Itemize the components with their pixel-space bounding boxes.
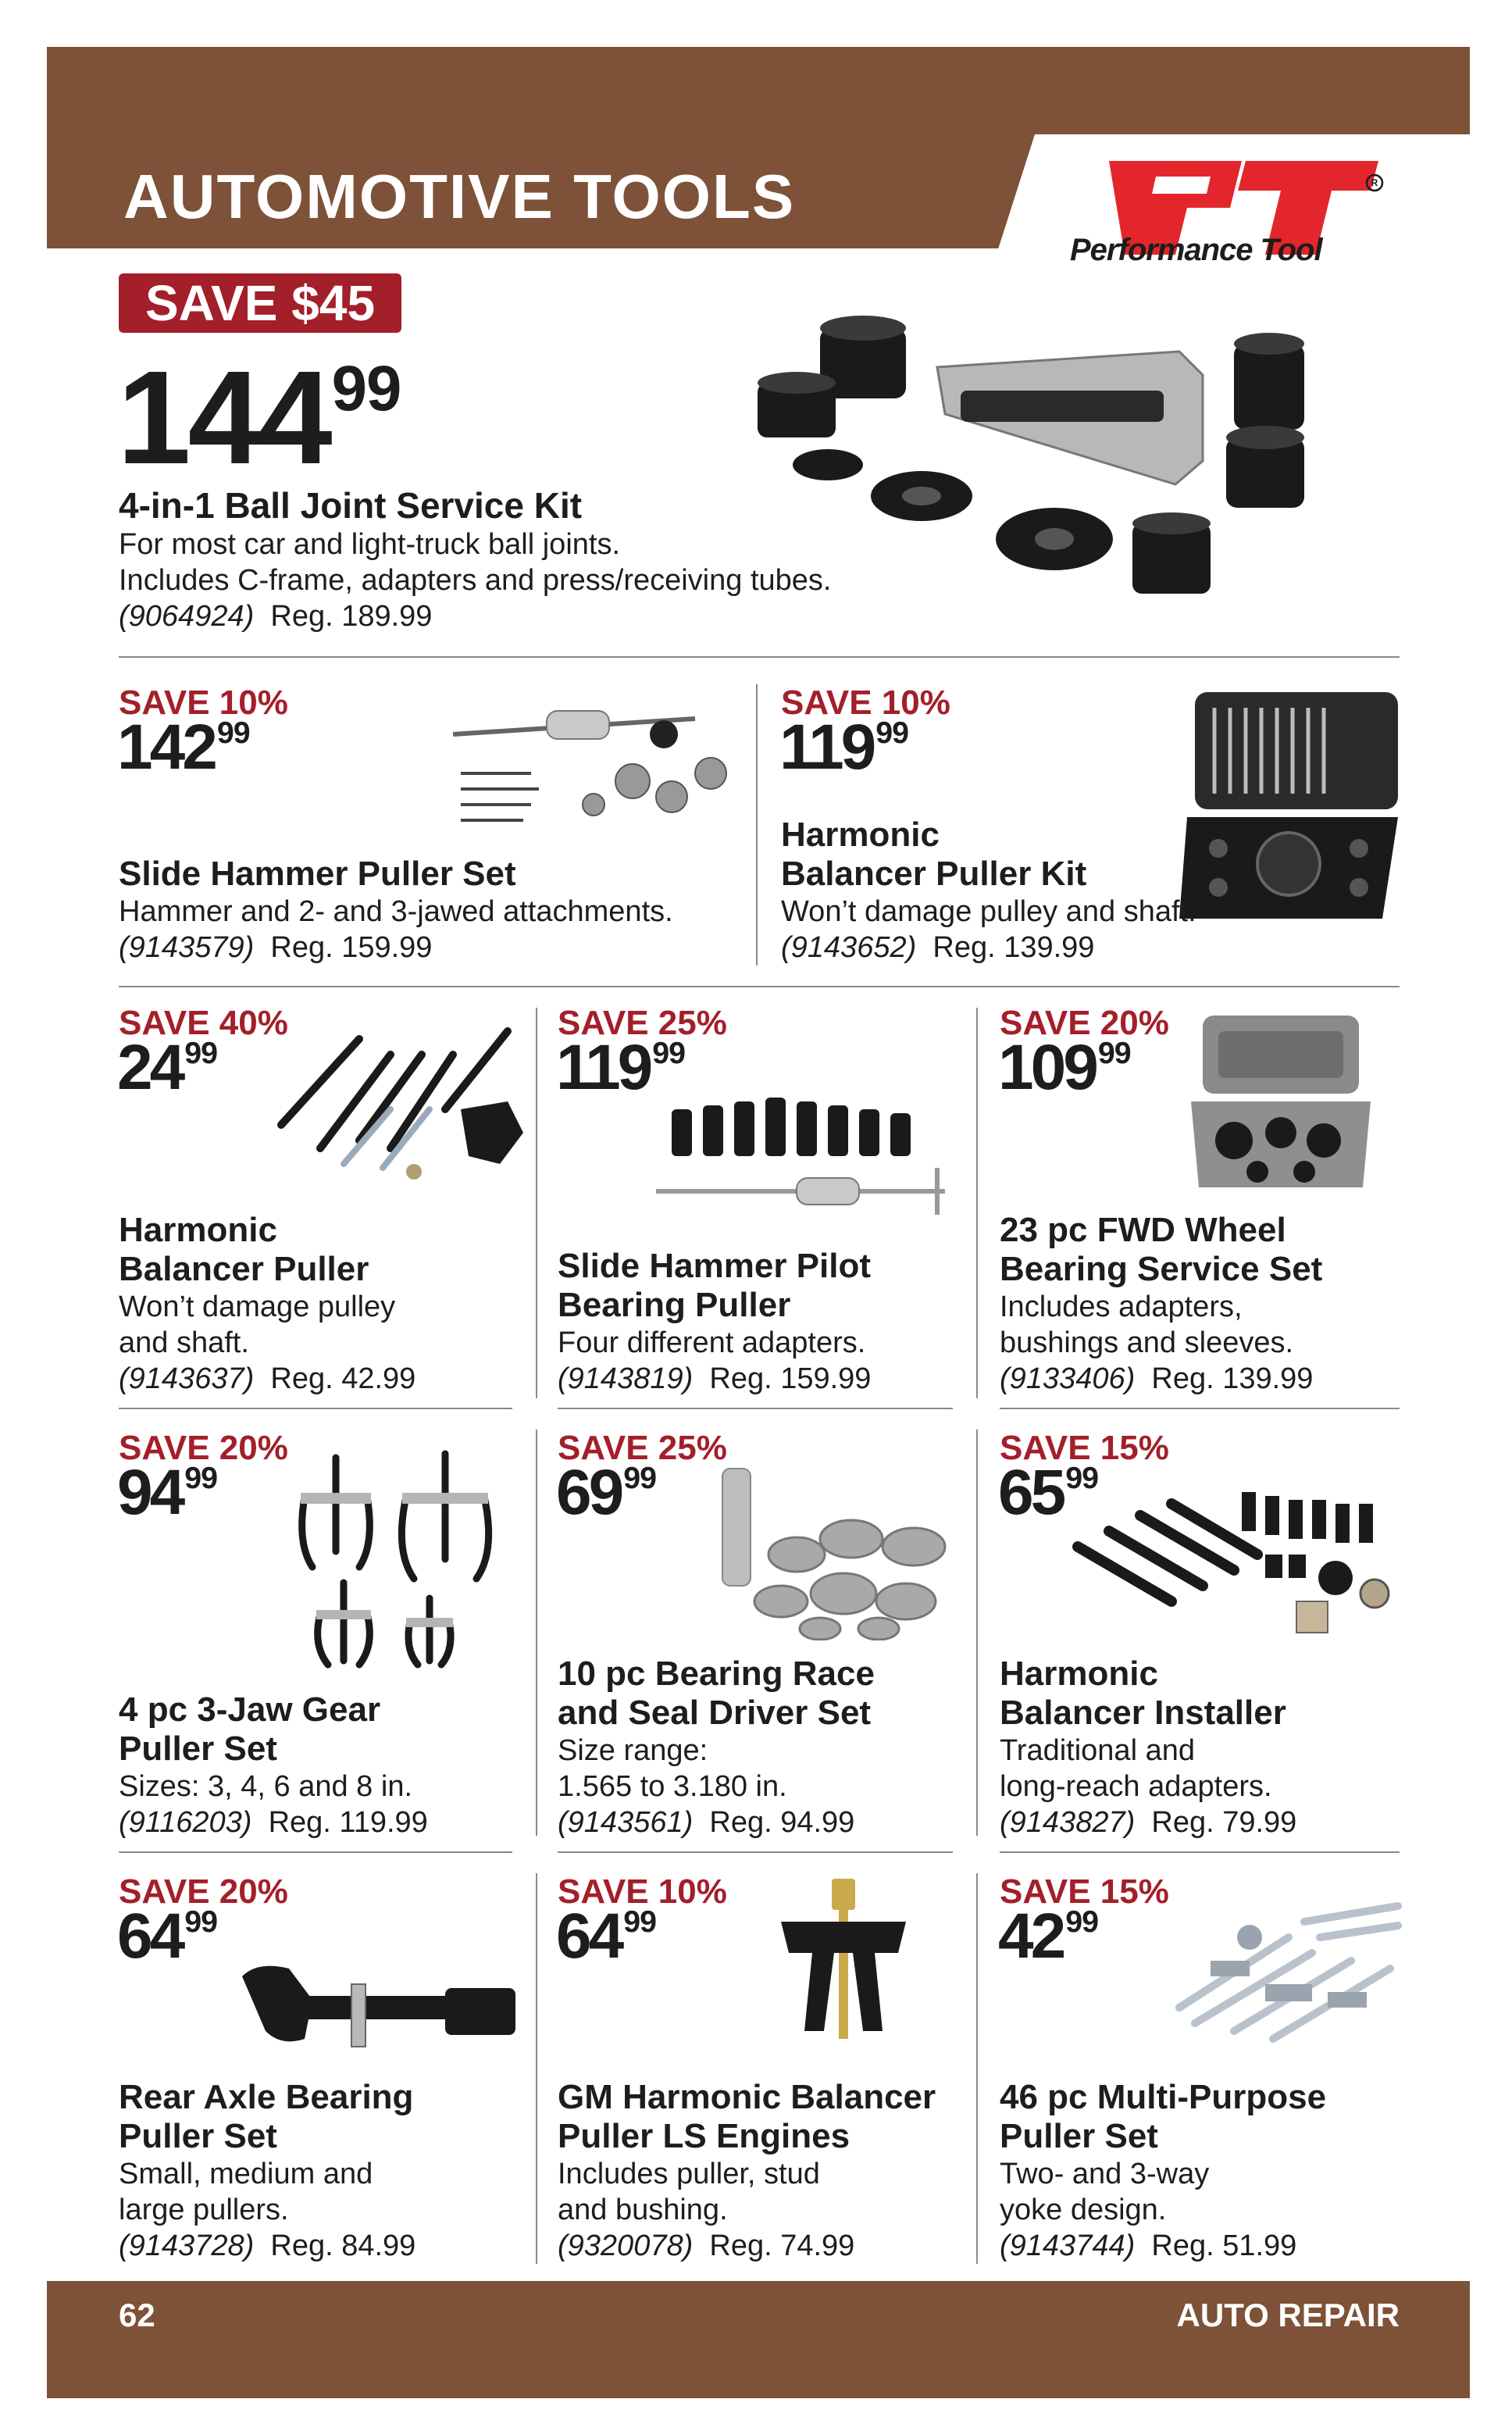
product-price xyxy=(117,1032,217,1103)
product-name-line-2: Balancer Installer xyxy=(1000,1694,1286,1732)
product-reg-price: Reg. 94.99 xyxy=(709,1806,855,1839)
product-sku: (9143561) xyxy=(558,1806,694,1839)
product-sku: (9143579) xyxy=(119,931,255,964)
price-dollars: 24 xyxy=(117,1032,183,1103)
product-sku: (9143728) xyxy=(119,2229,255,2262)
product-sku-line xyxy=(1000,1805,1296,1840)
product-save-badge: SAVE 15% xyxy=(1000,1872,1169,1911)
product-price xyxy=(998,1032,1131,1103)
product-desc-line-2: and bushing. xyxy=(558,2194,728,2226)
price-dollars: 64 xyxy=(556,1901,622,1972)
product-name-line-2: Puller Set xyxy=(1000,2117,1158,2155)
product-sku-line xyxy=(1000,2228,1296,2264)
product-name-line-1: 23 pc FWD Wheel xyxy=(1000,1211,1286,1249)
price-dollars: 69 xyxy=(556,1457,622,1528)
pilot-bearing-puller-image xyxy=(648,1086,961,1226)
product-desc-line-1: Won’t damage pulley xyxy=(119,1290,396,1323)
product-save-badge: SAVE 25% xyxy=(558,1004,727,1042)
divider xyxy=(119,986,1400,987)
price-dollars: 142 xyxy=(117,712,215,783)
product-price xyxy=(117,1457,217,1528)
product-desc: Won’t damage pulley and shaft. xyxy=(781,895,1196,928)
gm-harmonic-balancer-puller-image xyxy=(765,1875,922,2054)
product-name-line-1: Harmonic xyxy=(119,1211,277,1249)
product-save-badge: SAVE 10% xyxy=(119,684,288,722)
product-sku-line xyxy=(558,1361,871,1397)
product-save-badge: SAVE 10% xyxy=(781,684,950,722)
product-sku: (9320078) xyxy=(558,2229,694,2262)
product-sku: (9143637) xyxy=(119,1362,255,1395)
product-desc-line-1: Traditional and xyxy=(1000,1734,1195,1767)
product-reg-price: Reg. 84.99 xyxy=(270,2229,416,2262)
product-desc-line-2: bushings and sleeves. xyxy=(1000,1326,1294,1359)
product-reg-price: Reg. 119.99 xyxy=(268,1806,428,1839)
multi-purpose-puller-set-image xyxy=(1164,1890,1406,2047)
price-cents: 99 xyxy=(216,716,250,751)
divider xyxy=(119,1851,512,1853)
fwd-wheel-bearing-case-image xyxy=(1179,1008,1382,1195)
price-cents: 99 xyxy=(1065,1461,1098,1496)
product-name-line-2: Balancer Puller Kit xyxy=(781,855,1087,893)
product-reg-price: Reg. 51.99 xyxy=(1151,2229,1297,2262)
price-dollars: 42 xyxy=(998,1901,1064,1972)
price-dollars: 119 xyxy=(556,1032,651,1103)
registered-mark: R xyxy=(1371,177,1378,188)
column-divider xyxy=(756,684,758,966)
product-name-line-2: and Seal Driver Set xyxy=(558,1694,872,1732)
product-sku: (9143819) xyxy=(558,1362,694,1395)
product-save-badge: SAVE 20% xyxy=(1000,1004,1169,1042)
price-dollars: 64 xyxy=(117,1901,183,1972)
page-title: AUTOMOTIVE TOOLS xyxy=(123,162,796,231)
product-save-badge: SAVE 25% xyxy=(558,1429,727,1467)
page-number: 62 xyxy=(119,2297,155,2333)
product-price xyxy=(117,712,250,783)
product-name-line-1: GM Harmonic Balancer xyxy=(558,2078,936,2116)
product-desc-line-2: large pullers. xyxy=(119,2194,289,2226)
divider xyxy=(119,656,1400,658)
product-sku-line xyxy=(119,1805,428,1840)
price-cents: 99 xyxy=(875,716,909,751)
product-name-line-1: 46 pc Multi-Purpose xyxy=(1000,2078,1327,2116)
hero-desc-line-1: For most car and light-truck ball joints. xyxy=(119,528,621,561)
price-dollars: 65 xyxy=(998,1457,1064,1528)
product-desc-line-2: and shaft. xyxy=(119,1326,249,1359)
price-cents: 99 xyxy=(1097,1036,1131,1071)
product-reg-price: Reg. 79.99 xyxy=(1151,1806,1297,1839)
hero-sku-line xyxy=(119,598,432,634)
hero-save-badge: SAVE $45 xyxy=(119,273,401,333)
ball-joint-kit-image xyxy=(742,305,1414,602)
product-desc-line-2: 1.565 to 3.180 in. xyxy=(558,1770,787,1803)
product-sku-line xyxy=(558,1805,854,1840)
product-reg-price: Reg. 74.99 xyxy=(709,2229,855,2262)
hero-desc-line-2: Includes C-frame, adapters and press/receiving tubes. xyxy=(119,564,832,597)
rear-axle-bearing-puller-image xyxy=(234,1953,523,2070)
product-desc: Sizes: 3, 4, 6 and 8 in. xyxy=(119,1770,413,1803)
column-divider xyxy=(536,1873,537,2264)
price-cents: 99 xyxy=(623,1904,656,1940)
product-price xyxy=(998,1901,1098,1972)
price-dollars: 109 xyxy=(998,1032,1096,1103)
product-reg-price: Reg. 159.99 xyxy=(709,1362,872,1395)
slide-hammer-puller-image xyxy=(437,687,742,844)
product-sku: (9143744) xyxy=(1000,2229,1136,2262)
product-name: Slide Hammer Puller Set xyxy=(119,855,516,893)
product-desc: Hammer and 2- and 3-jawed attachments. xyxy=(119,895,673,928)
product-name-line-1: 10 pc Bearing Race xyxy=(558,1655,875,1693)
product-name-line-1: Slide Hammer Pilot xyxy=(558,1247,872,1285)
column-divider xyxy=(536,1008,537,1398)
product-reg-price: Reg. 159.99 xyxy=(270,931,433,964)
product-name-line-1: Rear Axle Bearing xyxy=(119,2078,414,2116)
column-divider xyxy=(976,1008,978,1398)
divider xyxy=(1000,1851,1400,1853)
product-name-line-2: Puller Set xyxy=(119,1730,277,1768)
product-desc-line-1: Size range: xyxy=(558,1734,708,1767)
product-desc-line-2: long-reach adapters. xyxy=(1000,1770,1272,1803)
product-price xyxy=(556,1901,656,1972)
price-cents: 99 xyxy=(652,1036,686,1071)
product-desc-line-1: Small, medium and xyxy=(119,2158,373,2190)
product-reg-price: Reg. 42.99 xyxy=(270,1362,416,1395)
product-name-line-2: Balancer Puller xyxy=(119,1250,369,1288)
price-cents: 99 xyxy=(623,1461,656,1496)
product-save-badge: SAVE 15% xyxy=(1000,1429,1169,1467)
harmonic-balancer-puller-image xyxy=(273,1023,523,1180)
product-desc-line-1: Includes puller, stud xyxy=(558,2158,820,2190)
product-sku: (9116203) xyxy=(119,1806,252,1839)
section-label: AUTO REPAIR xyxy=(1176,2297,1400,2333)
hero-price-dollars: 144 xyxy=(117,344,330,492)
price-cents: 99 xyxy=(184,1036,217,1071)
divider xyxy=(558,1408,953,1409)
product-name-line-2: Puller LS Engines xyxy=(558,2117,850,2155)
divider xyxy=(119,1408,512,1409)
product-desc-line-1: Includes adapters, xyxy=(1000,1290,1243,1323)
product-name-line-2: Bearing Service Set xyxy=(1000,1250,1323,1288)
product-sku-line xyxy=(781,930,1094,966)
price-dollars: 94 xyxy=(117,1457,183,1528)
product-name-line-2: Bearing Puller xyxy=(558,1286,791,1324)
product-name-line-2: Puller Set xyxy=(119,2117,277,2155)
product-price xyxy=(117,1901,217,1972)
product-save-badge: SAVE 20% xyxy=(119,1429,288,1467)
product-sku-line xyxy=(1000,1361,1313,1397)
product-sku-line xyxy=(119,1361,415,1397)
product-sku-line xyxy=(558,2228,854,2264)
price-cents: 99 xyxy=(184,1461,217,1496)
product-save-badge: SAVE 10% xyxy=(558,1872,727,1911)
hero-price xyxy=(117,344,401,492)
product-sku-line xyxy=(119,2228,415,2264)
hero-sku: (9064924) xyxy=(119,600,255,633)
column-divider xyxy=(976,1430,978,1836)
bearing-race-seal-driver-image xyxy=(711,1461,961,1640)
balancer-puller-kit-case-image xyxy=(1171,684,1406,926)
product-desc-line-1: Two- and 3-way xyxy=(1000,2158,1210,2190)
column-divider xyxy=(536,1430,537,1836)
product-price xyxy=(779,712,909,783)
product-save-badge: SAVE 20% xyxy=(119,1872,288,1911)
divider xyxy=(1000,1408,1400,1409)
harmonic-balancer-installer-image xyxy=(1062,1484,1406,1640)
product-name-line-1: Harmonic xyxy=(781,816,940,854)
hero-price-cents: 99 xyxy=(331,352,401,424)
three-jaw-gear-puller-image xyxy=(289,1450,515,1676)
price-cents: 99 xyxy=(1065,1904,1098,1940)
hero-reg-price: Reg. 189.99 xyxy=(270,600,433,633)
product-sku: (9143652) xyxy=(781,931,917,964)
product-reg-price: Reg. 139.99 xyxy=(1151,1362,1314,1395)
product-name-line-1: Harmonic xyxy=(1000,1655,1158,1693)
price-dollars: 119 xyxy=(779,712,874,783)
product-desc-line-2: yoke design. xyxy=(1000,2194,1167,2226)
product-price xyxy=(556,1457,656,1528)
product-save-badge: SAVE 40% xyxy=(119,1004,288,1042)
divider xyxy=(558,1851,953,1853)
product-name-line-1: 4 pc 3-Jaw Gear xyxy=(119,1690,381,1729)
column-divider xyxy=(976,1873,978,2264)
product-reg-price: Reg. 139.99 xyxy=(933,931,1095,964)
product-sku: (9133406) xyxy=(1000,1362,1136,1395)
product-desc: Four different adapters. xyxy=(558,1326,866,1359)
product-sku: (9143827) xyxy=(1000,1806,1136,1839)
product-sku-line xyxy=(119,930,432,966)
hero-product-name: 4-in-1 Ball Joint Service Kit xyxy=(119,485,583,526)
price-cents: 99 xyxy=(184,1904,217,1940)
brand-tagline: Performance Tool xyxy=(1070,233,1322,267)
